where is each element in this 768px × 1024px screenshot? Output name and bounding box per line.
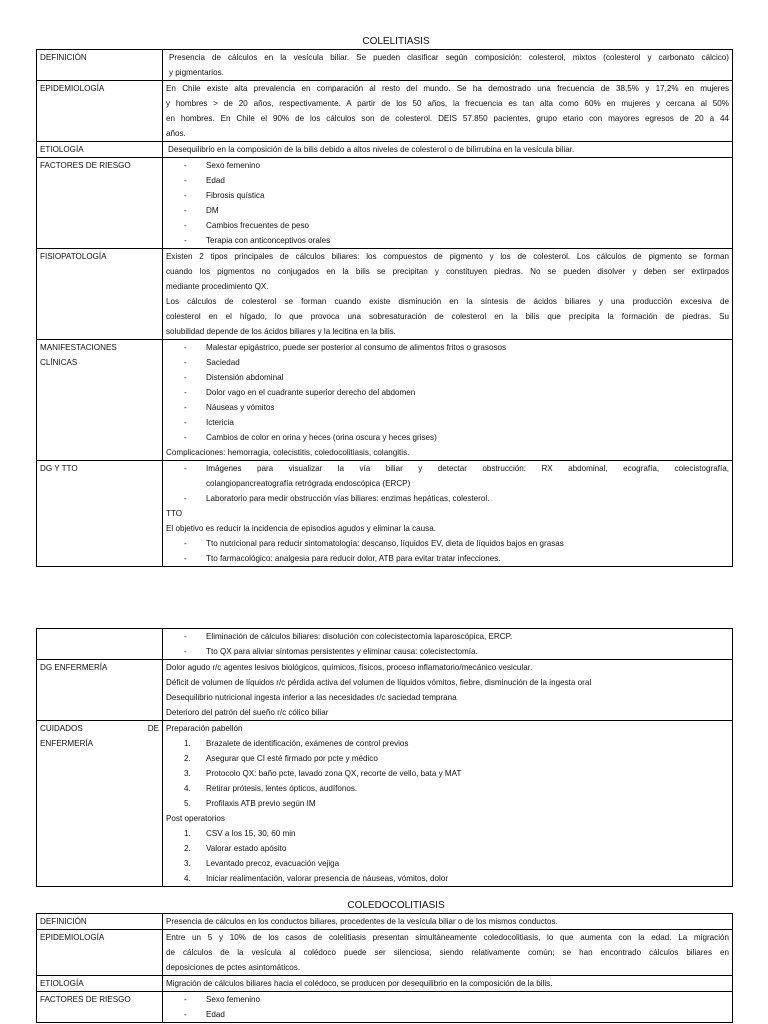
- row-etiologia: [37, 976, 733, 992]
- row-content: Presencia de cálculos en los conductos biliares, procedentes de la vesícula biliar o de los mismos conductos.: [163, 914, 733, 930]
- list-item: 2. Valorar estado apósito: [184, 844, 287, 853]
- list-item: 5. Profilaxis ATB previo según IM: [184, 799, 316, 808]
- row-definicion: [37, 50, 733, 81]
- row-content: Presencia de cálculos en la vesícula biliar. Se pueden clasificar según composición: colesterol, mixtos (colesterol y carbonato cálcico) y pigmentarios.: [163, 50, 733, 81]
- row-label: CUIDADOS DE ENFERMERÍA: [37, 721, 163, 887]
- pre-op-list: [166, 736, 729, 811]
- row-content: [163, 721, 733, 887]
- list-item: - Tto nutricional para reducir sintomatología: descanso, líquidos EV, dieta de líquidos bajos en grasas: [166, 536, 729, 551]
- list-item: - Distensión abdominal: [166, 370, 729, 385]
- list-item: - Malestar epigástrico, puede ser posterior al consumo de alimentos fritos o grasosos: [166, 340, 729, 355]
- list-item: 1. Brazalete de identificación, exámenes de control previos: [184, 739, 409, 748]
- list-item: 4. Retirar prótesis, lentes ópticos, audífonos.: [184, 784, 358, 793]
- colelitiasis-table-continued: [36, 628, 733, 887]
- tto-heading: TTO: [166, 509, 183, 518]
- treatment-list-continued: [166, 629, 729, 659]
- list-item: - Saciedad: [166, 355, 729, 370]
- list-item: - Edad: [166, 173, 729, 188]
- row-epidemiologia: [37, 930, 733, 976]
- list-item: - Laboratorio para medir obstrucción vías biliares: enzimas hepáticas, colesterol.: [166, 491, 729, 506]
- colelitiasis-table: [36, 49, 733, 567]
- complications-text: Complicaciones: hemorragia, colecistitis, coledocolitiasis, colangitis.: [166, 448, 410, 457]
- row-label: FACTORES DE RIESGO: [37, 158, 163, 249]
- row-content: Dolor agudo r/c agentes lesivos biológicos, químicos, físicos, proceso inflamatorio/mecánico vesicular. Déficit de volumen de líquidos r/c pérdida activa del volumen de líquidos vómitos, fiebre, disminución de la ingesta oral Desequilibrio nutricional ingesta inferior a las necesidades r/c saciedad temprana Deterioro del patrón del sueño r/c cólico biliar: [163, 660, 733, 721]
- post-op-list: [166, 826, 729, 886]
- list-item: - Sexo femenino: [166, 158, 729, 173]
- list-item: 3. Levantado precoz, evacuación vejiga: [184, 859, 340, 868]
- row-label: ETIOLOGÍA: [37, 976, 163, 992]
- row-label: MANIFESTACIONES CLÍNICAS: [37, 340, 163, 461]
- row-content: En Chile existe alta prevalencia en comparación al resto del mundo. Se ha demostrado una frecuencia de 38,5% y 17,2% en mujeres y hombres > de 20 años, respectivamente. A partir de los 50 años, la frecuencia es tan alta como 60% en mujeres y cercana al 50% en hombres. En Chile el 90% de los cálculos son de colesterol. DEIS 57.850 pacientes, grupo etario con mayores egresos de 20 a 44 años.: [163, 81, 733, 142]
- row-content: [163, 158, 733, 249]
- row-content: [163, 992, 733, 1023]
- row-content: Existen 2 tipos principales de cálculos biliares: los compuestos de pigmento y los de colesterol. Los cálculos de pigmento se forman cuando los pigmentos no conjugados en la bilis se precipitan y constituyen piedras. No se pueden disolver y deben ser extirpados mediante procedimiento QX. Los cálculos de colesterol se forman cuando existe disminución en la síntesis de ácidos biliares y una producción excesiva de colesterol en el hígado, lo que provoca una sobresaturación de colesterol en la bilis que precipita la formación de piedras. Su solubilidad depende de los ácidos biliares y la lecitina en la bilis.: [163, 249, 733, 340]
- risk-factor-list: [166, 992, 729, 1022]
- list-item: - Cambios frecuentes de peso: [166, 218, 729, 233]
- row-epidemiologia: [37, 81, 733, 142]
- list-item: - Imágenes para visualizar la vía biliar y detectar obstrucción: RX abdominal, ecografía, colecistografía, colangiopancreatografía retrógrada endoscópica (ERCP): [166, 461, 729, 491]
- list-item: - Dolor vago en el cuadrante superior derecho del abdomen: [166, 385, 729, 400]
- list-item: - Eliminación de cálculos biliares: disolución con colecistectomía laparoscópica, ERCP.: [166, 629, 729, 644]
- row-label-empty: [37, 629, 163, 660]
- list-item: 4. Iniciar realimentación, valorar presencia de náuseas, vómitos, dolor: [184, 874, 449, 883]
- list-item: - Sexo femenino: [166, 992, 729, 1007]
- list-item: - Terapia con anticonceptivos orales: [166, 233, 729, 248]
- list-item: - DM: [166, 203, 729, 218]
- row-label: DEFINICIÓN: [37, 914, 163, 930]
- row-fisiopatologia: [37, 249, 733, 340]
- risk-factor-list: [166, 158, 729, 248]
- row-definicion: [37, 914, 733, 930]
- section-title-coledocolitiasis: COLEDOCOLITIASIS: [347, 900, 445, 911]
- section-title-colelitiasis: COLELITIASIS: [362, 36, 430, 47]
- row-content: [163, 461, 733, 567]
- row-content: [163, 629, 733, 660]
- row-label: ETIOLOGÍA: [37, 142, 163, 158]
- row-label: DEFINICIÓN: [37, 50, 163, 81]
- list-item: - Ictericia: [166, 415, 729, 430]
- symptom-list: [166, 340, 729, 445]
- tto-objective: El objetivo es reducir la incidencia de episodios agudos y eliminar la causa.: [166, 524, 436, 533]
- row-cuidados: [37, 721, 733, 887]
- treatment-list: [166, 536, 729, 566]
- row-manifestaciones: [37, 340, 733, 461]
- row-factores-riesgo: [37, 992, 733, 1023]
- row-label: FISIOPATOLOGÍA: [37, 249, 163, 340]
- post-op-heading: Post operatorios: [166, 814, 225, 823]
- row-content: Entre un 5 y 10% de los casos de colelitiasis presentan simultáneamente coledocolitiasis, lo que aumenta con la edad. La migración de cálculos de la vesícula al colédoco puede ser silenciosa, siendo relativamente común; se han encontrado cálculos biliares en deposiciones de pctes asintomáticos.: [163, 930, 733, 976]
- list-item: - Tto farmacológico: analgesia para reducir dolor, ATB para evitar tratar infecciones.: [166, 551, 729, 566]
- row-factores-riesgo: [37, 158, 733, 249]
- pre-op-heading: Preparación pabellón: [166, 724, 243, 733]
- row-dg-tto: [37, 461, 733, 567]
- diagnostic-list: [166, 461, 729, 506]
- row-label: DG Y TTO: [37, 461, 163, 567]
- row-label: EPIDEMIOLOGÍA: [37, 81, 163, 142]
- list-item: - Tto QX para aliviar síntomas persistentes y eliminar causa: colecistectomía.: [166, 644, 729, 659]
- row-label: EPIDEMIOLOGÍA: [37, 930, 163, 976]
- row-label: FACTORES DE RIESGO: [37, 992, 163, 1023]
- list-item: 2. Asegurar que CI esté firmado por pcte y médico: [184, 754, 378, 763]
- row-content: [163, 340, 733, 461]
- list-item: - Cambios de color en orina y heces (orina oscura y heces grises): [166, 430, 729, 445]
- row-dg-enfermeria: [37, 660, 733, 721]
- row-content: Migración de cálculos biliares hacia el colédoco, se producen por desequilibrio en la composición de la bilis.: [163, 976, 733, 992]
- row-label: DG ENFERMERÍA: [37, 660, 163, 721]
- row-dg-tto-continued: [37, 629, 733, 660]
- list-item: 3. Protocolo QX: baño pcte, lavado zona QX, recorte de vello, bata y MAT: [184, 769, 462, 778]
- list-item: - Náuseas y vómitos: [166, 400, 729, 415]
- row-content: Desequilibrio en la composición de la bilis debido a altos niveles de colesterol o de bilirrubina en la vesícula biliar.: [163, 142, 733, 158]
- row-etiologia: [37, 142, 733, 158]
- list-item: - Edad: [166, 1007, 729, 1022]
- coledocolitiasis-table: [36, 913, 733, 1023]
- list-item: 1. CSV a los 15, 30, 60 min: [184, 829, 296, 838]
- list-item: - Fibrosis quística: [166, 188, 729, 203]
